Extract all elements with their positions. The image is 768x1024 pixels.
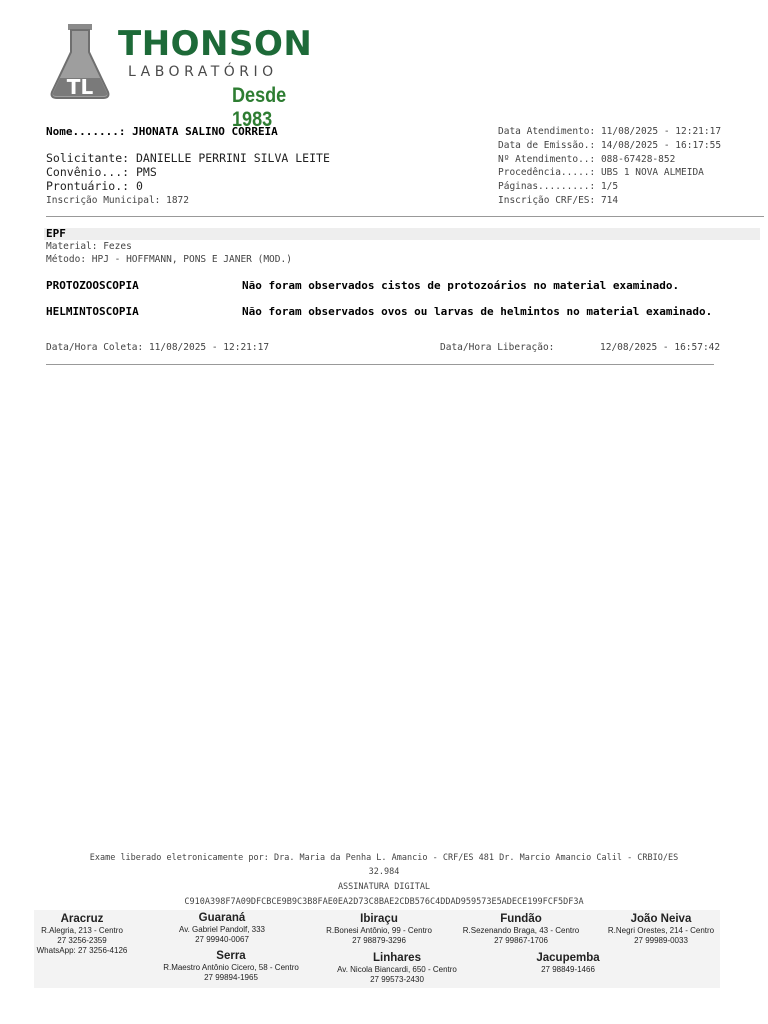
exam-title-band <box>44 228 760 240</box>
branch-address: R.Alegria, 213 - Centro <box>41 926 123 935</box>
branch-name: Jacupemba <box>536 952 600 964</box>
branch-address: R.Negri Orestes, 214 - Centro <box>607 926 715 935</box>
branch-name: Ibiraçu <box>360 913 398 925</box>
signature-release-text: Exame liberado eletronicamente por: Dra. Maria da Penha L. Amancio - CRF/ES 481 Dr. Marcio Amancio Calil - CRBIO/ES <box>89 853 679 863</box>
collection-datetime: Data/Hora Coleta: 11/08/2025 - 12:21:17 <box>46 342 270 353</box>
insurance: Convênio...: PMS <box>46 165 157 179</box>
medical-record: Prontuário.: 0 <box>46 179 143 193</box>
branch-joao-neiva <box>602 913 720 946</box>
branch-aracruz <box>34 913 130 956</box>
service-date: Data Atendimento: 11/08/2025 - 12:21:17 <box>498 126 722 137</box>
branch-name: Aracruz <box>60 913 104 925</box>
branch-fundao <box>454 913 588 946</box>
branch-whatsapp: WhatsApp: 27 3256-4126 <box>36 946 128 955</box>
branch-jacupemba <box>524 952 612 975</box>
branch-address: Av. Nicola Biancardi, 650 - Centro <box>337 965 457 974</box>
service-number: Nº Atendimento..: 088-67428-852 <box>498 154 676 165</box>
branch-ibiracu <box>314 913 444 946</box>
exam-method: Método: HPJ - HOFFMANN, PONS E JANER (MOD.) <box>46 254 292 265</box>
patient-name-value: JHONATA SALINO CORREIA <box>132 125 278 138</box>
branch-name: Fundão <box>500 913 542 925</box>
branch-phone: 27 99573-2430 <box>370 975 424 984</box>
branch-phone: 27 99989-0033 <box>634 936 688 945</box>
branches-footer <box>34 910 720 988</box>
flask-icon <box>46 22 116 102</box>
patient-name-label: Nome.......: <box>46 125 126 138</box>
branch-name: João Neiva <box>630 913 692 925</box>
result-text-helminthoscopy: Não foram observados ovos ou larvas de helmintos no material examinado. <box>242 305 713 318</box>
exam-divider <box>46 364 714 365</box>
release-label: Data/Hora Liberação: <box>440 342 555 353</box>
result-label-protozooscopy: PROTOZOOSCOPIA <box>46 279 139 292</box>
signature-hash: C910A398F7A09DFCBCE9B9C3B8FAE0EA2D73C8BAE2CDB576C4DDAD959573E5ADECE199FCF5DF3A <box>184 897 584 907</box>
patient-name-row <box>46 125 278 139</box>
branch-phone: 27 98879-3296 <box>352 936 406 945</box>
logo-monogram: TL <box>66 75 94 99</box>
release-value: 12/08/2025 - 16:57:42 <box>600 342 721 353</box>
branch-address: R.Bonesi Antônio, 99 - Centro <box>326 926 432 935</box>
branch-phone: 27 98849-1466 <box>541 965 595 974</box>
branch-guarana <box>162 912 282 945</box>
branch-address: R.Sezenando Braga, 43 - Centro <box>462 926 580 935</box>
logo-since: Desde 1983 <box>232 84 287 131</box>
branch-phone: 27 3256-2359 <box>57 936 107 945</box>
lab-logo <box>46 22 326 131</box>
branch-linhares <box>324 952 470 985</box>
branch-name: Linhares <box>373 952 421 964</box>
branch-name: Guaraná <box>198 912 246 924</box>
pages: Páginas.........: 1/5 <box>498 181 619 192</box>
signature-crbio: 32.984 <box>368 867 400 877</box>
exam-code: EPF <box>46 227 66 240</box>
requester: Solicitante: DANIELLE PERRINI SILVA LEITE <box>46 151 330 165</box>
header-divider <box>46 216 764 217</box>
signature-title: ASSINATURA DIGITAL <box>337 882 431 892</box>
branch-address: Av. Gabriel Pandolf, 333 <box>179 925 265 934</box>
branch-phone: 27 99940-0067 <box>195 935 249 944</box>
exam-material: Material: Fezes <box>46 241 132 252</box>
branch-name: Serra <box>216 950 246 962</box>
municipal-registration: Inscrição Municipal: 1872 <box>46 195 189 206</box>
logo-subtitle: LABORATÓRIO <box>128 64 278 80</box>
result-label-helminthoscopy: HELMINTOSCOPIA <box>46 305 139 318</box>
crf-registration: Inscrição CRF/ES: 714 <box>498 195 619 206</box>
logo-name: THONSON <box>118 24 313 64</box>
branch-address: R.Maestro Antônio Cicero, 58 - Centro <box>163 963 299 972</box>
issue-date: Data de Emissão.: 14/08/2025 - 16:17:55 <box>498 140 722 151</box>
branch-phone: 27 99894-1965 <box>204 973 258 982</box>
branch-phone: 27 99867-1706 <box>494 936 548 945</box>
result-text-protozooscopy: Não foram observados cistos de protozoários no material examinado. <box>242 279 680 292</box>
branch-serra <box>152 950 310 983</box>
origin: Procedência.....: UBS 1 NOVA ALMEIDA <box>498 167 704 178</box>
